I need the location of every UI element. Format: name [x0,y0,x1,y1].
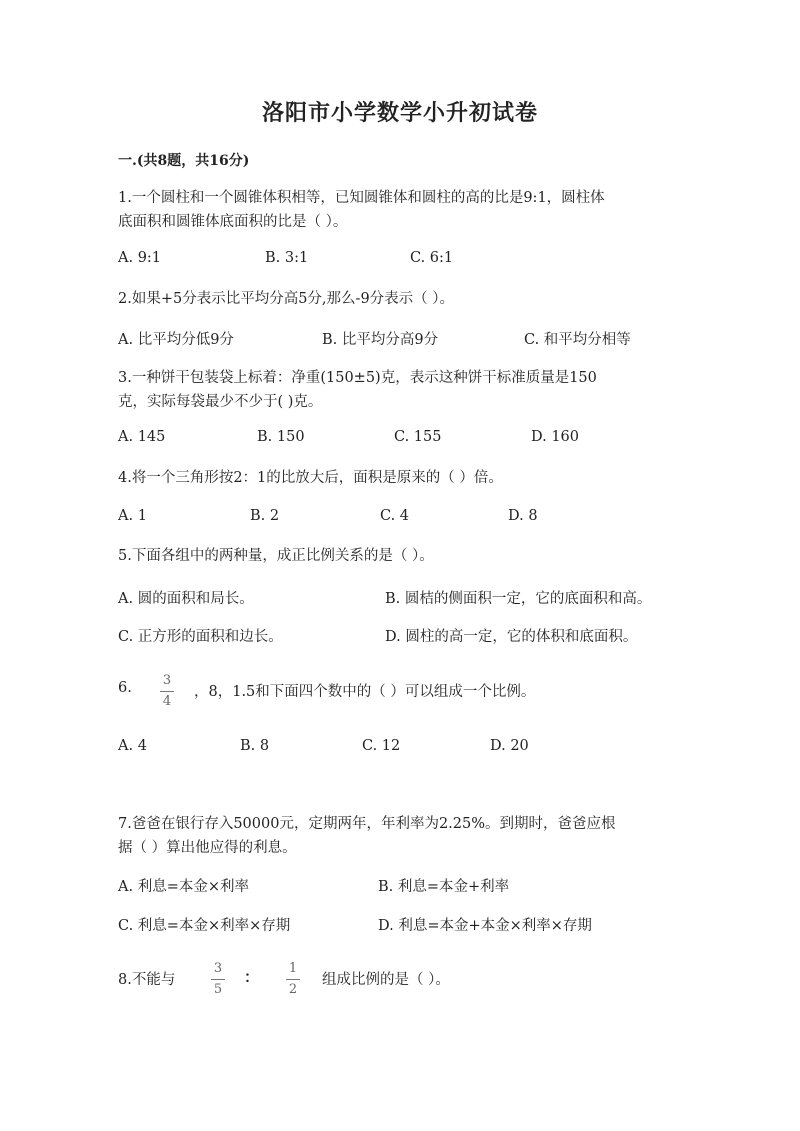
q5-option-c: C. 正方形的面积和边长。 [118,629,283,645]
fraction-denominator: 4 [162,694,172,709]
page-title: 洛阳市小学数学小升初试卷 [261,100,538,126]
q5-option-a: A. 圆的面积和局长。 [118,591,254,607]
question-8-fraction-1 [211,962,225,997]
q7-option-d: D. 利息=本金+本金×利率×存期 [378,918,592,934]
q3-option-a: A. 145 [118,429,166,445]
question-1-line-2: 底面积和圆锥体底面积的比是（ ）。 [118,214,348,230]
q1-option-c: C. 6:1 [410,250,454,266]
question-7-line-2: 据（ ）算出他应得的利息。 [118,840,297,856]
fraction-bar [286,979,300,980]
question-6-fraction [160,674,174,709]
q5-option-d: D. 圆柱的高一定，它的体积和底面积。 [385,629,638,645]
question-1-line-1: 1.一个圆柱和一个圆锥体积相等，已知圆锥体和圆柱的高的比是9:1，圆柱体 [118,190,605,206]
section-heading: 一.(共8题，共16分) [118,153,250,169]
question-5: 5.下面各组中的两种量，成正比例关系的是（ ）。 [118,548,434,564]
q1-option-b: B. 3:1 [265,250,309,266]
q7-option-a: A. 利息=本金×利率 [118,879,249,895]
fraction-denominator: 2 [288,982,298,997]
question-8-suffix: 组成比例的是（ ）。 [322,972,450,988]
q7-option-b: B. 利息=本金+利率 [378,879,510,895]
question-3 [118,366,597,414]
question-4: 4.将一个三角形按2：1的比放大后，面积是原来的（ ）倍。 [118,470,503,486]
q3-option-d: D. 160 [531,429,580,445]
question-7-line-1: 7.爸爸在银行存入50000元，定期两年，年利率为2.25%。到期时，爸爸应根 [118,816,616,832]
q4-option-b: B. 2 [250,508,280,524]
ratio-colon: ： [244,968,260,986]
question-3-line-2: 克，实际每袋最少不少于( )克。 [118,394,323,410]
q6-option-d: D. 20 [490,738,529,754]
q4-option-c: C. 4 [380,508,410,524]
fraction-numerator: 3 [213,961,223,976]
q4-option-d: D. 8 [508,508,538,524]
fraction-bar [160,691,174,692]
q2-option-a: A. 比平均分低9分 [118,332,234,348]
question-1 [118,186,605,234]
question-3-line-1: 3.一种饼干包装袋上标着：净重(150±5)克，表示这种饼干标准质量是150 [118,370,597,386]
q1-option-a: A. 9:1 [118,250,162,266]
question-2: 2.如果+5分表示比平均分高5分,那么-9分表示（ ）。 [118,291,455,307]
q6-option-b: B. 8 [240,738,270,754]
q7-option-c: C. 利息=本金×利率×存期 [118,918,291,934]
question-8-prefix: 8.不能与 [118,972,176,988]
q4-option-a: A. 1 [118,508,147,524]
fraction-bar [211,979,225,980]
q3-option-b: B. 150 [257,429,305,445]
fraction-numerator: 3 [162,673,172,688]
q2-option-c: C. 和平均分相等 [524,332,631,348]
q6-option-a: A. 4 [118,738,147,754]
q6-option-c: C. 12 [362,738,401,754]
q5-option-b: B. 圆桔的侧面积一定，它的底面积和高。 [385,591,652,607]
question-6-number: 6. [118,680,132,696]
question-6-text: ，8，1.5和下面四个数中的（ ）可以组成一个比例。 [194,684,536,700]
question-8-fraction-2 [286,962,300,997]
fraction-numerator: 1 [288,961,298,976]
q2-option-b: B. 比平均分高9分 [322,332,439,348]
fraction-denominator: 5 [213,982,223,997]
question-7 [118,812,616,860]
q3-option-c: C. 155 [394,429,442,445]
